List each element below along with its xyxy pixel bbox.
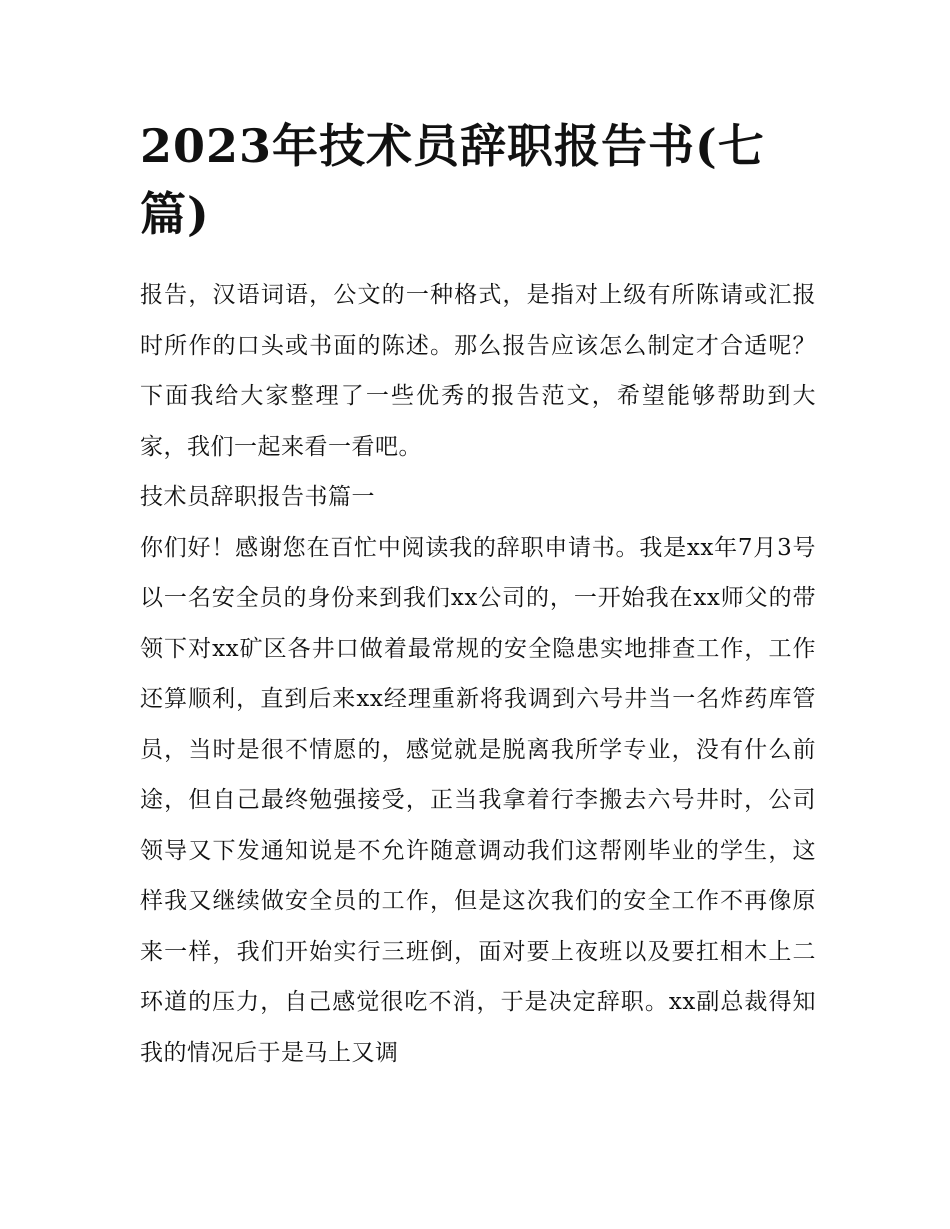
- document-page: [140, 112, 816, 1078]
- section-heading: 技术员辞职报告书篇一: [140, 484, 375, 510]
- intro-paragraph: 报告，汉语词语，公文的一种格式，是指对上级有所陈请或汇报时所作的口头或书面的陈述。那么报告应该怎么制定才合适呢？下面我给大家整理了一些优秀的报告范文，希望能够帮助到大家，我们一起来看一看吧。: [140, 282, 816, 460]
- letter-paragraph: 你们好！感谢您在百忙中阅读我的辞职申请书。我是xx年7月3号以一名安全员的身份来到我们xx公司的，一开始我在xx师父的带领下对xx矿区各井口做着最常规的安全隐患实地排查工作，工作还算顺利，直到后来xx经理重新将我调到六号井当一名炸药库管员，当时是很不情愿的，感觉就是脱离我所学专业，没有什么前途，但自己最终勉强接受，正当我拿着行李搬去六号井时，公司领导又下发通知说是不允许随意调动我们这帮刚毕业的学生，这样我又继续做安全员的工作，但是这次我们的安全工作不再像原来一样，我们开始实行三班倒，面对要上夜班以及要扛相木上二环道的压力，自己感觉很吃不消，于是决定辞职。xx副总裁得知我的情况后于是马上又调: [140, 534, 816, 1066]
- document-body: [140, 270, 816, 1078]
- document-title: 2023年技术员辞职报告书(七篇): [140, 119, 765, 241]
